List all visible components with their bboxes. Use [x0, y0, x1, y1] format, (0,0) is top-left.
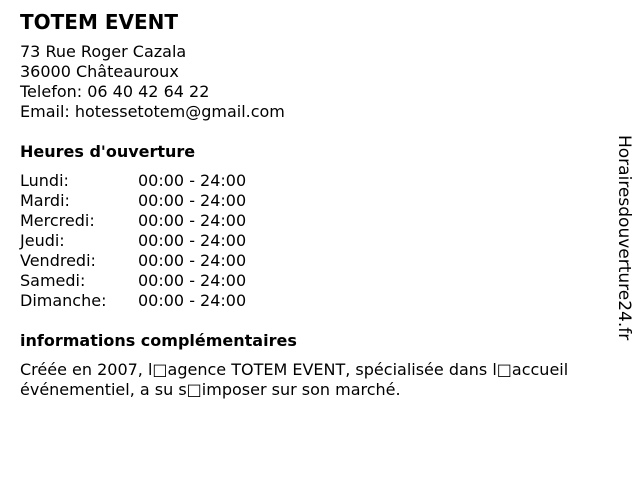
email-line: Email: hotessetotem@gmail.com [20, 102, 285, 121]
hours-day: Mercredi: [20, 211, 95, 230]
business-card [20, 10, 610, 400]
watermark [611, 135, 635, 345]
hours-row-sunday [20, 291, 610, 311]
hours-row-wednesday [20, 211, 610, 231]
hours-day: Lundi: [20, 171, 69, 190]
hours-day: Samedi: [20, 271, 86, 290]
hours-day: Jeudi: [20, 231, 65, 250]
hours-time: 00:00 - 24:00 [138, 251, 247, 270]
business-name: TOTEM EVENT [20, 10, 178, 34]
hours-time: 00:00 - 24:00 [138, 191, 247, 210]
opening-hours-heading: Heures d'ouverture [20, 142, 196, 161]
opening-hours-list [20, 171, 610, 311]
additional-info-text: Créée en 2007, l□agence TOTEM EVENT, spécialisée dans l□accueil événementiel, a su s□imposer sur son marché. [20, 360, 569, 399]
phone-line: Telefon: 06 40 42 64 22 [20, 82, 210, 101]
hours-time: 00:00 - 24:00 [138, 171, 247, 190]
hours-row-friday [20, 251, 610, 271]
hours-day: Dimanche: [20, 291, 107, 310]
additional-info-heading: informations complémentaires [20, 331, 297, 350]
hours-time: 00:00 - 24:00 [138, 211, 247, 230]
hours-time: 00:00 - 24:00 [138, 271, 247, 290]
hours-time: 00:00 - 24:00 [138, 231, 247, 250]
hours-day: Vendredi: [20, 251, 96, 270]
hours-row-tuesday [20, 191, 610, 211]
hours-row-monday [20, 171, 610, 191]
hours-time: 00:00 - 24:00 [138, 291, 247, 310]
hours-row-thursday [20, 231, 610, 251]
address-line-1: 73 Rue Roger Cazala [20, 42, 187, 61]
hours-row-saturday [20, 271, 610, 291]
address-line-2: 36000 Châteauroux [20, 62, 179, 81]
hours-day: Mardi: [20, 191, 70, 210]
watermark-text: Horairesdouverture24.fr [614, 135, 634, 341]
